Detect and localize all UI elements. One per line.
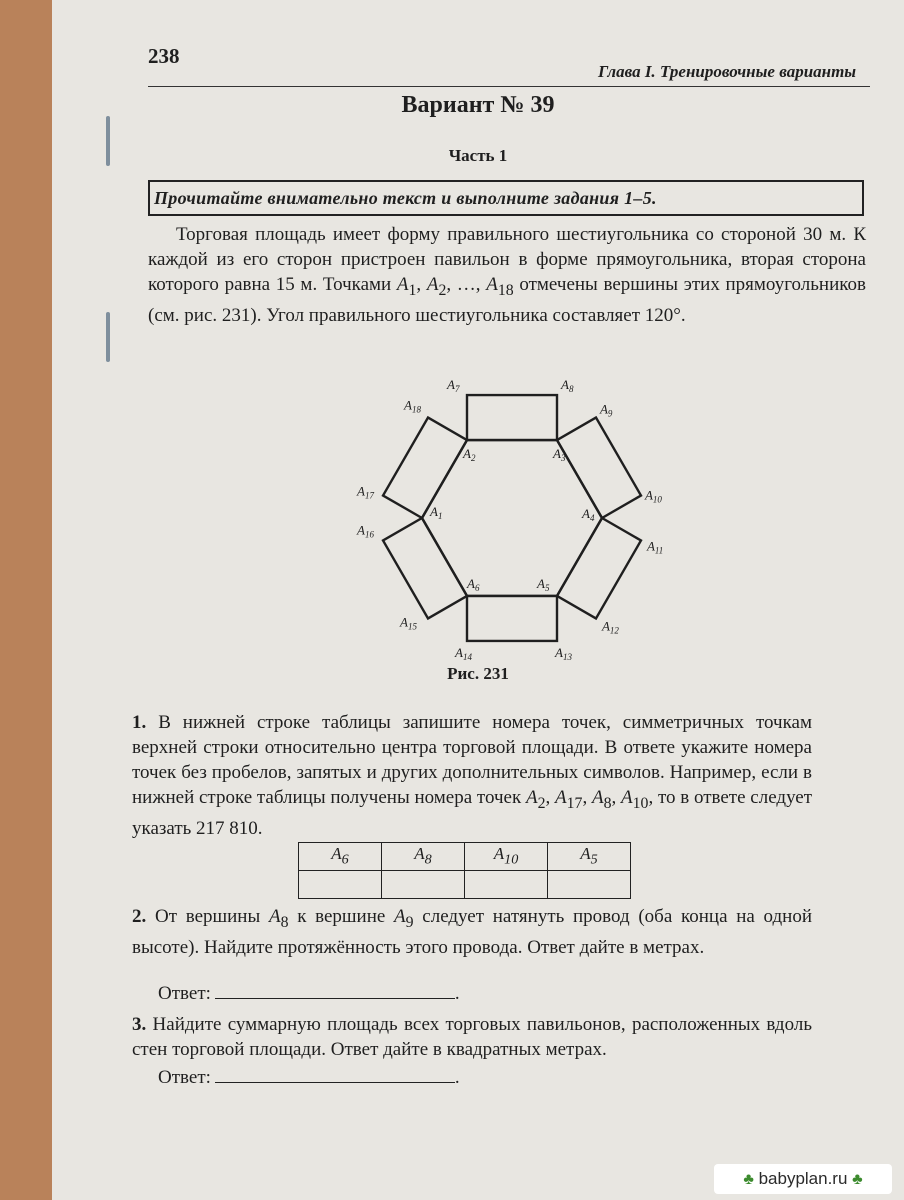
book-page [52,0,904,1200]
point-label: $A_{10}$ [644,487,662,505]
pavilion [467,596,557,641]
table-answer-row [299,871,631,899]
point-label: $A_{18}$ [404,397,421,415]
running-header: Глава I. Тренировочные варианты [598,62,857,81]
point-label: $A_{15}$ [400,614,417,632]
table-header-row [299,843,631,871]
point-label: $A_{11}$ [646,538,664,556]
point-label: $A_{13}$ [555,644,572,662]
point-label: $A_7$ [447,377,460,395]
header-rule [148,86,870,87]
instruction-box: Прочитайте внимательно текст и выполните задания 1–5. [148,180,864,216]
table-header-cell: $A_5$ [548,843,631,871]
table-answer-cell[interactable] [548,871,631,899]
clover-icon: ♣ [852,1171,863,1188]
point-label: $A_{14}$ [455,644,472,662]
answer-line-q2[interactable]: Ответ: . [158,980,460,1005]
pavilion [383,418,467,518]
answer-table [298,842,631,899]
point-label: $A_{17}$ [357,483,374,501]
question-2: 2. От вершины $A_8$ к вершине $A_9$ следует натянуть провод (оба конца на одной высоте). Найдите протяжённость этого провода. Ответ дайте в метрах. [132,906,812,958]
question-1: 1. В нижней строке таблицы запишите номера точек, симметричных точкам верхней строки относительно центра торговой площади. В ответе укажите номера точек без пробелов, запятых и других дополнительных символов. Например, если в нижней строке таблицы получены номера точек $A_2$, $A_{17}$, $A_8$, $A_{10}$, то в ответе следует указать 217 810. [132,712,813,839]
point-label: $A_{16}$ [357,522,374,540]
answer-line-q3[interactable]: Ответ: . [158,1064,460,1089]
figure-caption: Рис. 231 [447,664,509,683]
point-label: $A_4$ [582,506,595,523]
point-label: $A_{12}$ [601,618,619,636]
page-title: Вариант № 39 [401,92,555,118]
pavilion [467,395,557,440]
table-header-cell: $A_8$ [382,843,465,871]
table-answer-cell[interactable] [382,871,465,899]
point-label: $A_8$ [561,377,574,395]
point-label: $A_2$ [463,446,476,464]
table-answer-cell[interactable] [465,871,548,899]
problem-text: Торговая площадь имеет форму правильного шестиугольника со стороной 30 м. К каждой из его сторон пристроен павильон в форме прямоугольника, вторая сторона которого равна 15 м. Точками $A_1$, $A_2$, …, $A_{18}$ отмечены вершины этих прямоугольников (см. рис. 231). Угол правильного шестиугольника составляет 120°. [148,224,866,326]
point-label: $A_3$ [553,446,566,464]
pavilion [557,518,641,618]
part-title: Часть 1 [448,146,508,165]
pavilion [383,518,467,618]
pavilion [557,418,641,518]
table-header-cell: $A_6$ [299,843,382,871]
clover-icon: ♣ [743,1171,754,1188]
table-header-cell: $A_{10}$ [465,843,548,871]
point-label: $A_1$ [430,504,443,521]
point-label: $A_5$ [537,575,550,593]
hexagon-figure [322,377,682,662]
point-label: $A_6$ [467,575,480,593]
page-number: 238 [148,44,180,68]
table-answer-cell[interactable] [299,871,382,899]
hexagon [422,440,602,596]
watermark: ♣ babyplan.ru ♣ [714,1164,892,1194]
staple-mark [106,312,110,362]
point-label: $A_9$ [599,401,613,419]
question-3: 3. Найдите суммарную площадь всех торговых павильонов, расположенных вдоль стен торговой площади. Ответ дайте в квадратных метрах. [132,1014,812,1060]
